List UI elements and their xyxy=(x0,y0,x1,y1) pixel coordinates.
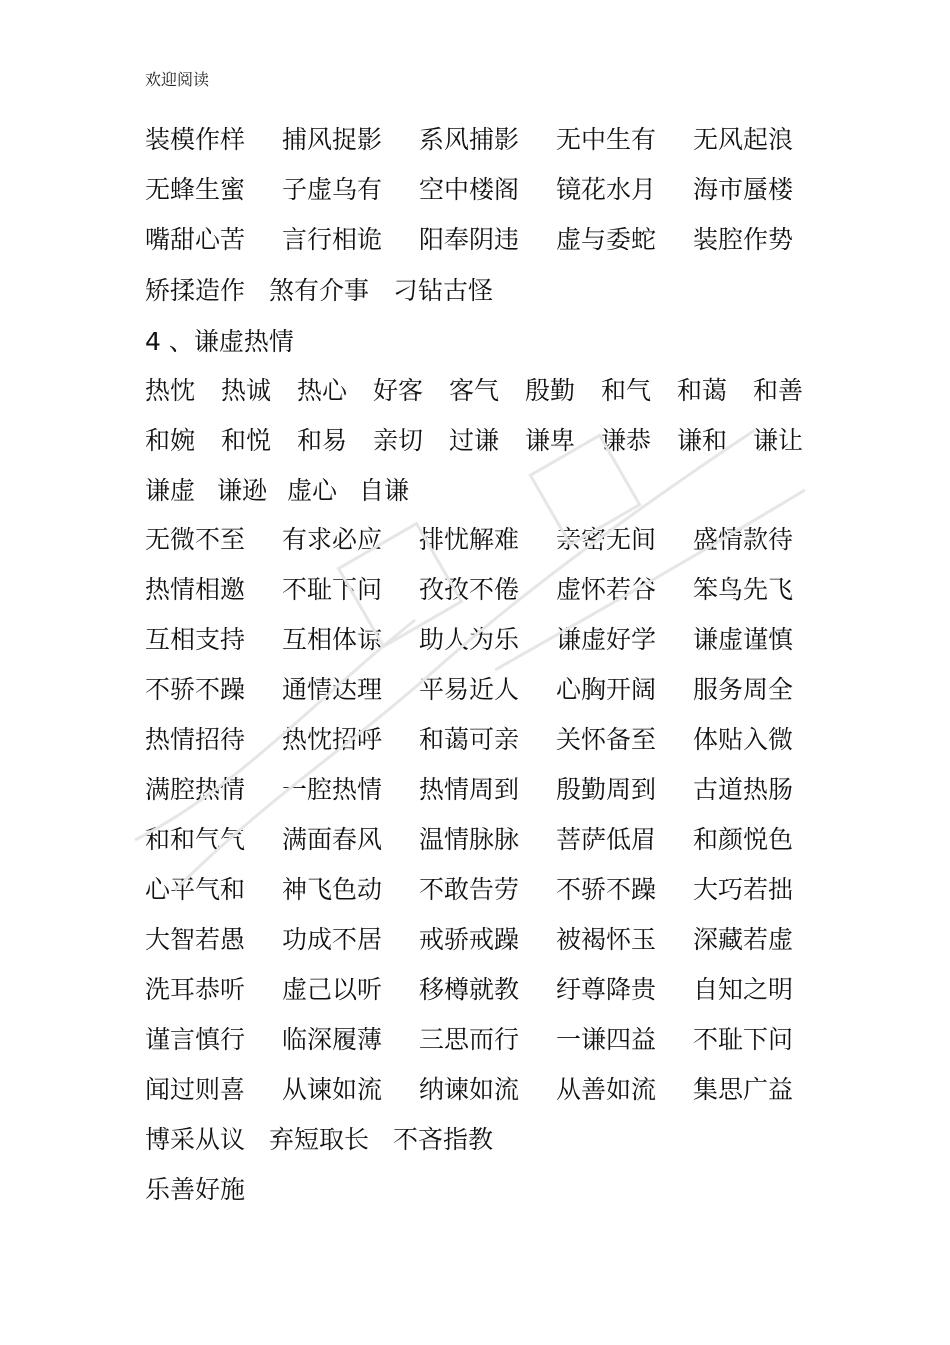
idiom-row xyxy=(145,674,793,706)
idiom: 孜孜不倦 xyxy=(419,575,520,604)
idiom: 谦虚好学 xyxy=(556,625,657,654)
idiom: 平易近人 xyxy=(419,675,520,704)
word: 热心 xyxy=(297,376,348,405)
idiom: 温情脉脉 xyxy=(419,825,520,854)
idiom: 菩萨低眉 xyxy=(556,825,657,854)
idiom: 临深履薄 xyxy=(282,1025,383,1054)
idiom: 虚与委蛇 xyxy=(556,225,657,254)
word: 和善 xyxy=(753,376,804,405)
idiom: 煞有介事 xyxy=(269,276,370,305)
idiom-row xyxy=(145,124,793,156)
word: 谦让 xyxy=(753,426,804,455)
idiom: 通情达理 xyxy=(282,675,383,704)
word-row xyxy=(145,425,803,457)
page-header: 欢迎阅读 xyxy=(145,70,210,89)
idiom-row xyxy=(145,824,793,856)
idiom: 大巧若拙 xyxy=(693,875,794,904)
idiom: 不耻下问 xyxy=(282,575,383,604)
idiom: 虚怀若谷 xyxy=(556,575,657,604)
idiom-row xyxy=(145,1124,493,1156)
idiom: 神飞色动 xyxy=(282,875,383,904)
word: 虚心 xyxy=(287,476,338,505)
word-row xyxy=(145,475,409,507)
idiom: 有求必应 xyxy=(282,525,383,554)
idiom: 和颜悦色 xyxy=(693,825,794,854)
section-heading: 4 、谦虚热情 xyxy=(145,327,294,356)
idiom: 关怀备至 xyxy=(556,725,657,754)
idiom: 深藏若虚 xyxy=(693,925,794,954)
idiom: 镜花水月 xyxy=(556,175,657,204)
idiom: 和蔼可亲 xyxy=(419,725,520,754)
word: 谦逊 xyxy=(217,476,268,505)
word: 好客 xyxy=(373,376,424,405)
idiom: 一腔热情 xyxy=(282,775,383,804)
idiom: 洗耳恭听 xyxy=(145,975,246,1004)
idiom: 言行相诡 xyxy=(282,225,383,254)
idiom-row xyxy=(145,174,793,206)
idiom-row xyxy=(145,874,793,906)
idiom: 亲密无间 xyxy=(556,525,657,554)
idiom: 被褐怀玉 xyxy=(556,925,657,954)
word: 谦卑 xyxy=(525,426,576,455)
idiom: 博采从议 xyxy=(145,1125,246,1154)
idiom: 笨鸟先飞 xyxy=(693,575,794,604)
idiom: 功成不居 xyxy=(282,925,383,954)
idiom: 热情周到 xyxy=(419,775,520,804)
idiom-row xyxy=(145,1024,793,1056)
idiom: 谦虚谨慎 xyxy=(693,625,794,654)
word: 过谦 xyxy=(449,426,500,455)
idiom: 满腔热情 xyxy=(145,775,246,804)
idiom: 不敢告劳 xyxy=(419,875,520,904)
idiom: 自知之明 xyxy=(693,975,794,1004)
idiom: 助人为乐 xyxy=(419,625,520,654)
idiom: 满面春风 xyxy=(282,825,383,854)
idiom: 海市蜃楼 xyxy=(693,175,794,204)
idiom-row xyxy=(145,275,493,307)
idiom-row xyxy=(145,924,793,956)
idiom: 纡尊降贵 xyxy=(556,975,657,1004)
idiom: 系风捕影 xyxy=(419,125,520,154)
idiom: 无中生有 xyxy=(556,125,657,154)
idiom: 互相支持 xyxy=(145,625,246,654)
idiom: 嘴甜心苦 xyxy=(145,225,246,254)
idiom: 矫揉造作 xyxy=(145,276,246,305)
idiom: 乐善好施 xyxy=(145,1175,246,1204)
word: 和易 xyxy=(297,426,348,455)
idiom: 不吝指教 xyxy=(393,1125,494,1154)
idiom: 子虚乌有 xyxy=(282,175,383,204)
idiom: 无蜂生蜜 xyxy=(145,175,246,204)
word: 谦恭 xyxy=(601,426,652,455)
word: 和悦 xyxy=(221,426,272,455)
idiom: 不骄不躁 xyxy=(556,875,657,904)
idiom: 戒骄戒躁 xyxy=(419,925,520,954)
word: 和气 xyxy=(601,376,652,405)
idiom: 装腔作势 xyxy=(693,225,794,254)
word: 亲切 xyxy=(373,426,424,455)
idiom: 和和气气 xyxy=(145,825,246,854)
word: 和婉 xyxy=(145,426,196,455)
idiom: 服务周全 xyxy=(693,675,794,704)
idiom: 从善如流 xyxy=(556,1075,657,1104)
idiom-row xyxy=(145,974,793,1006)
word: 热忱 xyxy=(145,376,196,405)
idiom: 热忱招呼 xyxy=(282,725,383,754)
word: 自谦 xyxy=(359,476,410,505)
idiom: 捕风捉影 xyxy=(282,125,383,154)
idiom: 无风起浪 xyxy=(693,125,794,154)
idiom: 无微不至 xyxy=(145,525,246,554)
idiom-row xyxy=(145,774,793,806)
word: 和蔼 xyxy=(677,376,728,405)
idiom: 不耻下问 xyxy=(693,1025,794,1054)
idiom: 集思广益 xyxy=(693,1075,794,1104)
idiom: 盛情款待 xyxy=(693,525,794,554)
idiom: 热情招待 xyxy=(145,725,246,754)
idiom: 心平气和 xyxy=(145,875,246,904)
idiom: 移樽就教 xyxy=(419,975,520,1004)
idiom: 装模作样 xyxy=(145,125,246,154)
word: 殷勤 xyxy=(525,376,576,405)
idiom: 弃短取长 xyxy=(269,1125,370,1154)
idiom-row xyxy=(145,224,793,256)
idiom: 一谦四益 xyxy=(556,1025,657,1054)
idiom: 谨言慎行 xyxy=(145,1025,246,1054)
idiom: 殷勤周到 xyxy=(556,775,657,804)
word: 热诚 xyxy=(221,376,272,405)
idiom: 心胸开阔 xyxy=(556,675,657,704)
idiom-row xyxy=(145,574,793,606)
idiom: 排忧解难 xyxy=(419,525,520,554)
idiom: 空中楼阁 xyxy=(419,175,520,204)
idiom: 古道热肠 xyxy=(693,775,794,804)
idiom-row xyxy=(145,1174,245,1206)
idiom: 热情相邀 xyxy=(145,575,246,604)
word: 谦虚 xyxy=(145,476,196,505)
idiom-row xyxy=(145,1074,793,1106)
word-row xyxy=(145,375,803,407)
idiom-row xyxy=(145,724,793,756)
idiom: 大智若愚 xyxy=(145,925,246,954)
idiom-row xyxy=(145,624,793,656)
idiom: 从谏如流 xyxy=(282,1075,383,1104)
word: 客气 xyxy=(449,376,500,405)
word: 谦和 xyxy=(677,426,728,455)
idiom: 不骄不躁 xyxy=(145,675,246,704)
idiom: 纳谏如流 xyxy=(419,1075,520,1104)
idiom: 刁钻古怪 xyxy=(393,276,494,305)
idiom: 闻过则喜 xyxy=(145,1075,246,1104)
idiom-row xyxy=(145,524,793,556)
idiom: 虚己以听 xyxy=(282,975,383,1004)
idiom: 三思而行 xyxy=(419,1025,520,1054)
idiom: 互相体谅 xyxy=(282,625,383,654)
idiom: 阳奉阴违 xyxy=(419,225,520,254)
idiom: 体贴入微 xyxy=(693,725,794,754)
